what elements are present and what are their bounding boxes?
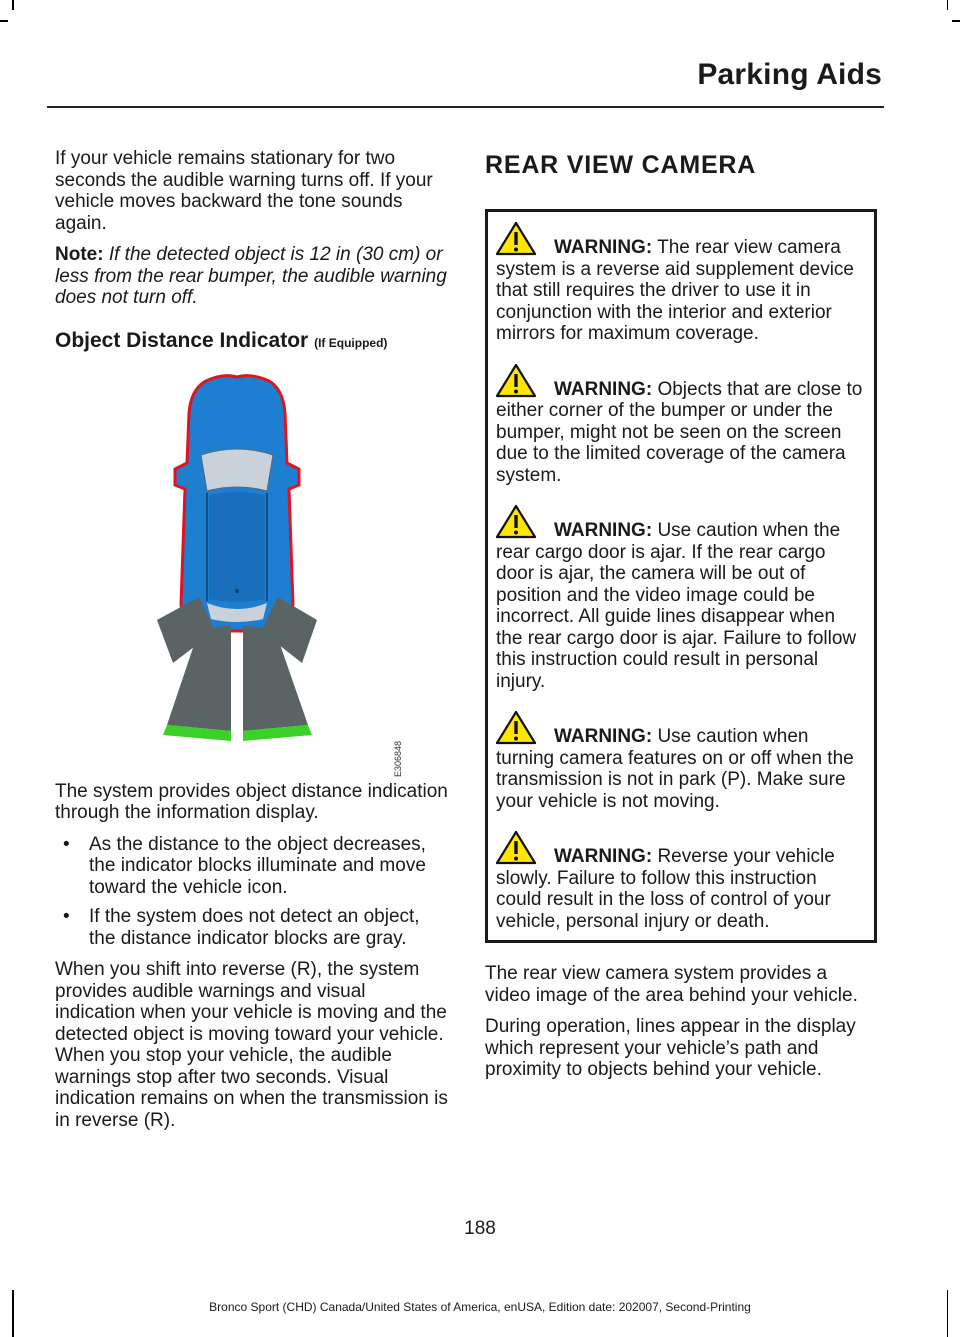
paragraph-camera-provides: The rear view camera system provides a video image of the area behind your vehicle. <box>485 963 858 1006</box>
list-item-text: If the system does not detect an object, the distance indicator blocks are gray. <box>89 906 420 949</box>
paragraph-shift-reverse: When you shift into reverse (R), the system provides audible warnings and visual indication when your vehicle is moving and the detected object is moving toward your vehicle. When you stop your vehicle, the audible warnings stop after two seconds. Visual indication remains on when the transmission is in reverse (R). <box>55 959 448 1131</box>
crop-mark <box>0 20 8 22</box>
warning-item <box>496 711 866 812</box>
warning-triangle-icon <box>496 831 550 865</box>
warning-text: The rear view camera system is a reverse aid supplement device that still requires the driver to use it in conjunction with the interior and exterior mirrors for maximum coverage. <box>496 237 854 344</box>
warning-text: Reverse your vehicle slowly. Failure to follow this instruction could result in the loss of control of your vehicle, personal injury or death. <box>496 846 835 932</box>
warning-text: Use caution when turning camera features on or off when the transmission is not in park (P). Make sure your vehicle is not moving. <box>496 726 854 812</box>
warning-item <box>496 505 866 692</box>
object-distance-heading <box>55 329 450 353</box>
warning-label: WARNING: <box>554 846 653 867</box>
warning-label: WARNING: <box>554 237 653 258</box>
warning-triangle-icon <box>496 364 550 398</box>
rear-view-camera-heading: REAR VIEW CAMERA <box>485 151 757 179</box>
header-divider <box>47 106 884 108</box>
if-equipped-tag: (If Equipped) <box>314 335 388 350</box>
warning-label: WARNING: <box>554 520 653 541</box>
warning-triangle-icon <box>496 711 550 745</box>
left-column <box>55 148 450 1141</box>
warning-text: Objects that are close to either corner of the bumper or under the bumper, might not be seen on the screen due to the limited coverage of the camera system. <box>496 378 863 486</box>
crop-mark <box>947 0 949 10</box>
bullet-dot: • <box>63 833 70 855</box>
page-number: 188 <box>464 1218 496 1239</box>
warning-label: WARNING: <box>554 726 653 747</box>
paragraph-stationary-warning: If your vehicle remains stationary for two seconds the audible warning turns off. If your vehicle moves backward the tone sounds again. <box>55 148 433 234</box>
list-item <box>55 834 450 899</box>
bullet-list <box>55 834 450 950</box>
warning-item <box>496 831 866 932</box>
list-item-text: As the distance to the object decreases, the indicator blocks illuminate and move toward the vehicle icon. <box>89 833 426 898</box>
paragraph-guide-lines: During operation, lines appear in the display which represent your vehicle’s path and proximity to objects behind your vehicle. <box>485 1016 856 1080</box>
warning-item <box>496 364 866 487</box>
crop-mark <box>952 20 960 22</box>
warning-triangle-icon <box>496 222 550 256</box>
note-text: If the detected object is 12 in (30 cm) or less from the rear bumper, the audible warning does not turn off. <box>55 244 447 308</box>
subheading-text: Object Distance Indicator <box>55 328 309 352</box>
paragraph-system-provides: The system provides object distance indication through the information display. <box>55 780 448 823</box>
warning-text: Use caution when the rear cargo door is ajar. If the rear cargo door is ajar, the camera will be out of position and the video image could be incorrect. All guide lines disappear when the rear cargo door is ajar. Failure to follow this instruction could result in personal injury. <box>496 520 857 692</box>
right-column <box>485 148 877 1091</box>
page-title: Parking Aids <box>697 58 882 91</box>
warning-item <box>496 222 866 345</box>
list-item <box>55 906 450 949</box>
bullet-dot: • <box>63 906 70 927</box>
warnings-box <box>485 209 877 943</box>
warning-triangle-icon <box>496 505 550 539</box>
warning-label: WARNING: <box>554 378 653 400</box>
object-distance-indicator-illustration <box>103 373 403 777</box>
note-label: Note: <box>55 244 104 265</box>
footer-edition: Bronco Sport (CHD) Canada/United States of America, enUSA, Edition date: 202007, Second-Printing <box>209 1300 751 1314</box>
vehicle-icon <box>175 375 299 630</box>
note <box>55 244 450 309</box>
crop-mark <box>12 0 14 10</box>
illustration-id: E306848 <box>392 740 403 777</box>
